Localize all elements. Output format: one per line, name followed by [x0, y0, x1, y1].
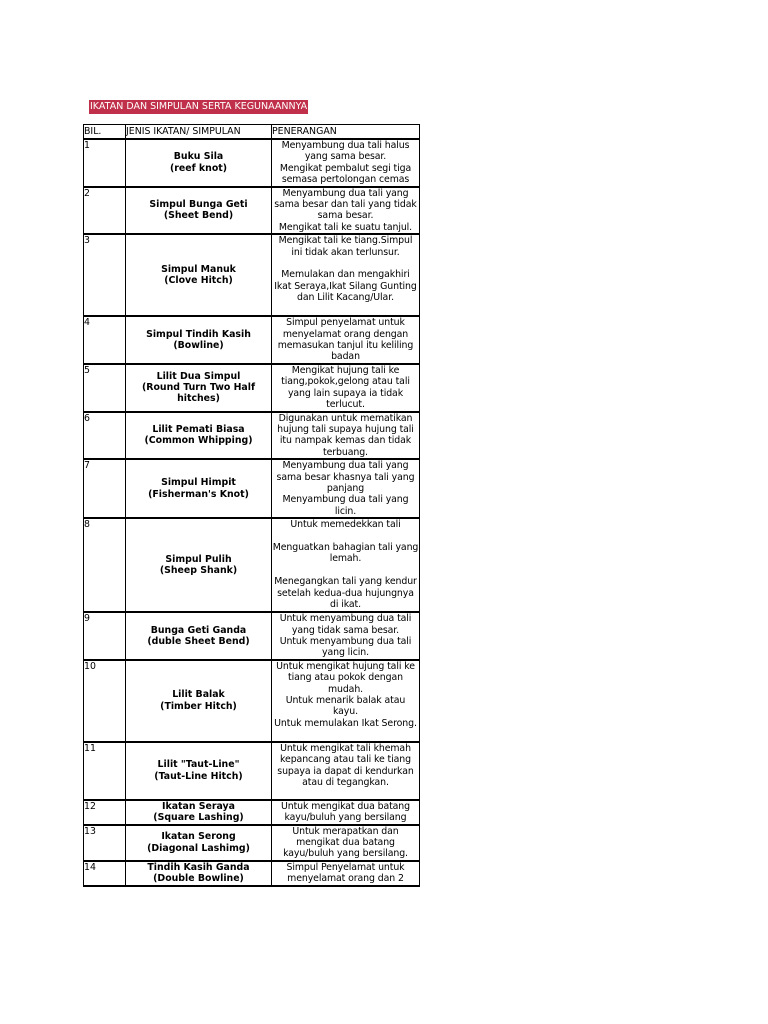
table-row: [84, 612, 420, 660]
page-title: IKATAN DAN SIMPULAN SERTA KEGUNAANNYA: [90, 101, 308, 112]
table-row: [84, 660, 420, 742]
row-number: 12: [84, 800, 126, 825]
table-row: [84, 825, 420, 861]
knot-name: Bunga Geti Ganda: [150, 624, 247, 636]
knot-name-cell: [126, 234, 272, 316]
knot-english-name: (Clove Hitch): [164, 275, 233, 287]
knot-name-cell: [126, 825, 272, 861]
row-number: 13: [84, 825, 126, 861]
header-bil: BIL.: [84, 125, 126, 140]
knot-description: Untuk menyambung dua tali yang tidak sama besar. Untuk menyambung dua tali yang licin.: [272, 612, 420, 660]
knot-name-cell: [126, 364, 272, 412]
table-row: [84, 459, 420, 518]
row-number: 8: [84, 518, 126, 612]
table-row: [84, 518, 420, 612]
knot-description: Menyambung dua tali yang sama besar dan tali yang tidak sama besar. Mengikat tali ke suatu tanjul.: [272, 187, 420, 235]
knot-name: Ikatan Serong: [161, 831, 236, 843]
knot-description: Untuk memedekkan tali Menguatkan bahagian tali yang lemah. Menegangkan tali yang kendur setelah kedua-dua hujungnya di ikat.: [272, 518, 420, 612]
knot-name-cell: [126, 412, 272, 460]
knot-english-name: (Square Lashing): [153, 812, 244, 824]
knot-english-name: (Taut-Line Hitch): [154, 770, 243, 782]
knot-name: Simpul Manuk: [161, 263, 236, 275]
knot-english-name: (Double Bowline): [153, 873, 244, 885]
row-number: 10: [84, 660, 126, 742]
knot-name: Simpul Himpit: [161, 477, 236, 489]
knot-name-cell: [126, 187, 272, 235]
row-number: 6: [84, 412, 126, 460]
knot-name: Lilit Pemati Biasa: [152, 423, 245, 435]
header-row: [84, 125, 420, 140]
knot-name-cell: [126, 316, 272, 364]
header-penerangan: PENERANGAN: [272, 125, 420, 140]
knot-description: Menyambung dua tali halus yang sama besar. Mengikat pembalut segi tiga semasa pertolongan cemas: [272, 139, 420, 187]
knot-name: Buku Sila: [173, 151, 224, 163]
knot-name-cell: [126, 861, 272, 886]
table-row: [84, 412, 420, 460]
knot-english-name: (Sheet Bend): [163, 210, 234, 222]
table-row: [84, 187, 420, 235]
table-row: [84, 316, 420, 364]
knot-description: Untuk merapatkan dan mengikat dua batang kayu/buluh yang bersilang.: [272, 825, 420, 861]
knot-english-name: (Sheep Shank): [159, 565, 238, 577]
row-number: 1: [84, 139, 126, 187]
table-row: [84, 861, 420, 886]
knot-name: Simpul Bunga Geti: [149, 199, 248, 211]
row-number: 14: [84, 861, 126, 886]
table-row: [84, 139, 420, 187]
knot-description: Mengikat tali ke tiang.Simpul ini tidak akan terlunsur. Memulakan dan mengakhiri Ikat Seraya,Ikat Silang Gunting dan Lilit Kacang/Ular.: [272, 234, 420, 316]
knot-name-cell: [126, 742, 272, 800]
row-number: 9: [84, 612, 126, 660]
knot-english-name: (Bowline): [173, 340, 224, 352]
knot-description: Untuk mengikat hujung tali ke tiang atau pokok dengan mudah. Untuk menarik balak atau kayu. Untuk memulakan Ikat Serong.: [272, 660, 420, 742]
knot-name-cell: [126, 612, 272, 660]
knot-name-cell: [126, 459, 272, 518]
knot-english-name: (duble Sheet Bend): [147, 635, 250, 647]
knot-name: Lilit Dua Simpul: [156, 370, 241, 382]
row-number: 4: [84, 316, 126, 364]
row-number: 3: [84, 234, 126, 316]
knot-name: Ikatan Seraya: [161, 800, 235, 812]
knot-english-name: (Timber Hitch): [160, 700, 237, 712]
knot-description: Simpul penyelamat untuk menyelamat orang dengan memasukan tanjul itu keliling badan: [272, 316, 420, 364]
knot-name: Simpul Tindih Kasih: [146, 328, 251, 340]
knot-name: Lilit Balak: [172, 689, 225, 701]
row-number: 7: [84, 459, 126, 518]
knot-name: Tindih Kasih Ganda: [147, 861, 250, 873]
row-number: 5: [84, 364, 126, 412]
knot-english-name: (Diagonal Lashimg): [147, 842, 250, 854]
knot-name-cell: [126, 139, 272, 187]
knot-english-name: (Round Turn Two Half hitches): [141, 381, 256, 405]
knot-name: Simpul Pulih: [165, 553, 232, 565]
table-row: [84, 800, 420, 825]
knot-english-name: (reef knot): [169, 162, 228, 174]
knot-description: Simpul Penyelamat untuk menyelamat orang dan 2: [272, 861, 420, 886]
knots-table: [83, 124, 420, 887]
knot-description: Mengikat hujung tali ke tiang,pokok,gelong atau tali yang lain supaya ia tidak terlucut.: [272, 364, 420, 412]
knot-name: Lilit "Taut-Line": [157, 759, 240, 771]
knot-english-name: (Fisherman's Knot): [148, 488, 249, 500]
table-row: [84, 234, 420, 316]
knot-description: Menyambung dua tali yang sama besar khasnya tali yang panjang Menyambung dua tali yang licin.: [272, 459, 420, 518]
knot-english-name: (Common Whipping): [144, 435, 253, 447]
table-row: [84, 742, 420, 800]
knot-name-cell: [126, 518, 272, 612]
header-jenis: JENIS IKATAN/ SIMPULAN: [126, 125, 272, 140]
knot-description: Untuk mengikat dua batang kayu/buluh yang bersilang: [272, 800, 420, 825]
table-row: [84, 364, 420, 412]
table-body: [84, 139, 420, 886]
row-number: 11: [84, 742, 126, 800]
row-number: 2: [84, 187, 126, 235]
knot-description: Digunakan untuk mematikan hujung tali supaya hujung tali itu nampak kemas dan tidak terbuang.: [272, 412, 420, 460]
knot-name-cell: [126, 800, 272, 825]
knot-name-cell: [126, 660, 272, 742]
knot-description: Untuk mengikat tali khemah kepancang atau tali ke tiang supaya ia dapat di kendurkan atau di tegangkan.: [272, 742, 420, 800]
